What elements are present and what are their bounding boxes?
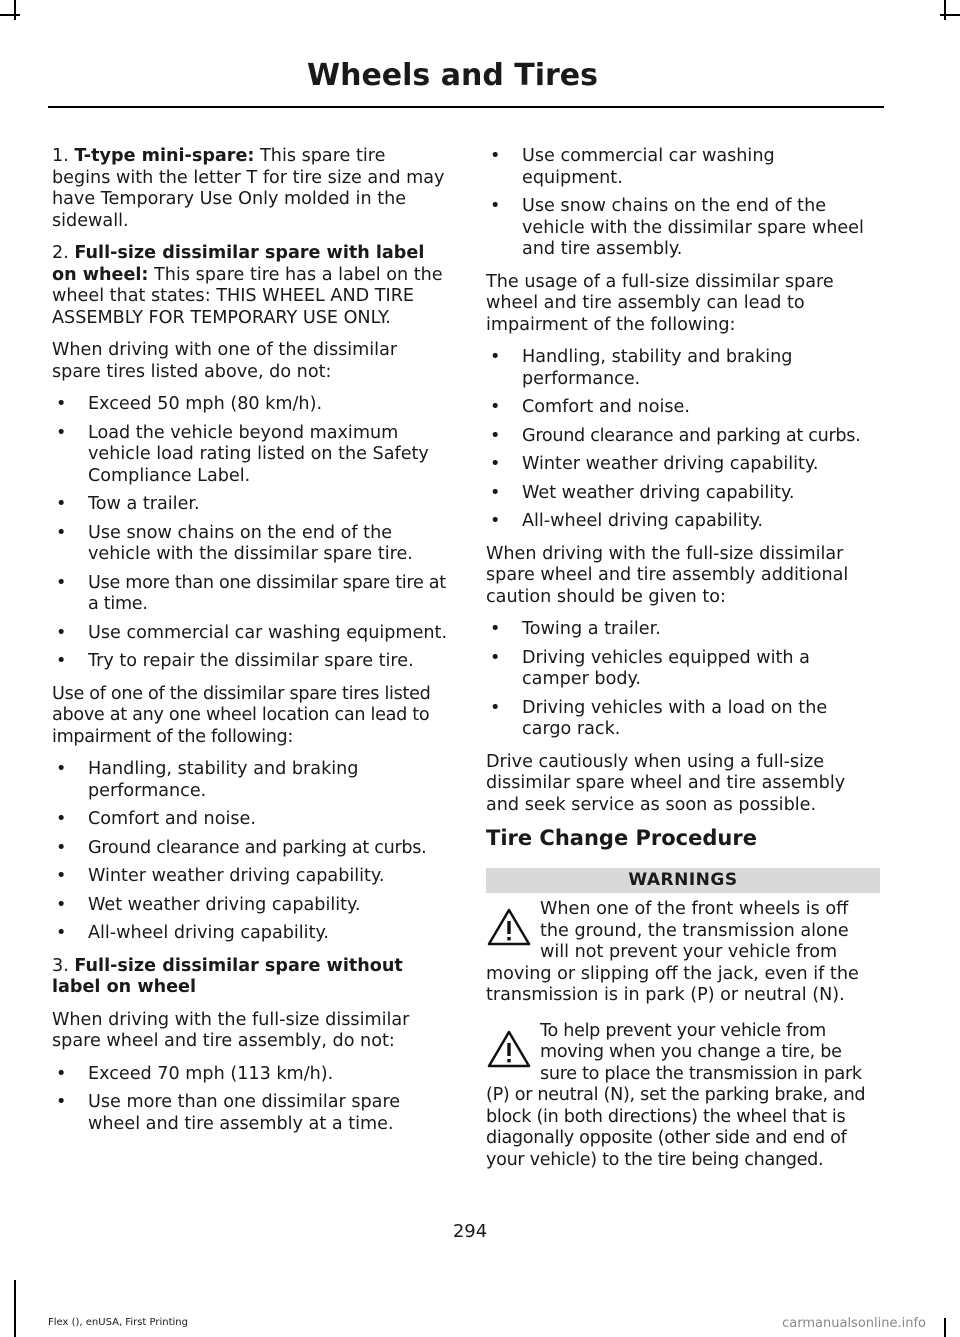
- bullet-list: [486, 347, 880, 533]
- list-item: • All-wheel driving capability.: [52, 923, 448, 945]
- paragraph: When driving with the full-size dissimilar spare wheel and tire assembly, do not:: [52, 1009, 410, 1051]
- warning-block: [486, 899, 880, 1007]
- list-item: • Exceed 70 mph (113 km/h).: [52, 1064, 448, 1086]
- list-item: • Ground clearance and parking at curbs.: [486, 426, 880, 448]
- crop-mark: [944, 1318, 946, 1337]
- paragraph: Use of one of the dissimilar spare tires listed above at any one wheel location can lead to impairment of the following:: [52, 683, 431, 747]
- warnings-header: WARNINGS: [486, 868, 880, 894]
- bullet-list: [52, 394, 448, 673]
- bullet-list: [486, 619, 880, 741]
- footer-text: Flex (), enUSA, First Printing: [48, 1317, 188, 1328]
- term-full-size-no-label: Full-size dissimilar spare without label on wheel: [52, 955, 403, 997]
- crop-mark: [944, 0, 946, 20]
- term-full-size-label: Full-size dissimilar spare with label on wheel:: [52, 243, 425, 285]
- warning-text: To help prevent your vehicle from moving when you change a tire, be sure to place the transmission in park (P) or neutral (N), set the parking brake, and block (in both directions) the wheel that is diagonally opposite (other side and end of your vehicle) to the tire being changed.: [486, 1020, 866, 1170]
- paragraph-t-type: [52, 146, 448, 232]
- list-item: • Comfort and noise.: [486, 397, 880, 419]
- section-heading: Tire Change Procedure: [486, 826, 757, 850]
- bullet-list: [52, 1064, 448, 1136]
- list-item: • Ground clearance and parking at curbs.: [52, 838, 448, 860]
- warning-triangle-icon: [486, 1029, 532, 1069]
- list-item: • All-wheel driving capability.: [486, 511, 880, 533]
- list-item: • Use snow chains on the end of the vehicle with the dissimilar spare wheel and tire assembly.: [486, 196, 880, 261]
- right-column: [486, 146, 880, 1185]
- term-t-type: T-type mini-spare:: [74, 146, 255, 166]
- list-item: • Try to repair the dissimilar spare tire.: [52, 651, 448, 673]
- watermark-link[interactable]: carmanualsonline.info: [782, 1316, 926, 1331]
- bullet-list: [52, 759, 448, 945]
- list-item: • Handling, stability and braking performance.: [486, 347, 880, 390]
- crop-mark: [14, 0, 16, 20]
- list-item: • Towing a trailer.: [486, 619, 880, 641]
- list-item: • Driving vehicles with a load on the cargo rack.: [486, 698, 880, 741]
- warning-triangle-icon: [486, 907, 532, 947]
- list-item: • Use commercial car washing equipment.: [52, 623, 448, 645]
- page-title: Wheels and Tires: [307, 58, 598, 93]
- paragraph-text: This spare tire has a label on the wheel that states: THIS WHEEL AND TIRE ASSEMBLY FOR TEMPORARY USE ONLY.: [52, 264, 443, 328]
- list-item: • Wet weather driving capability.: [52, 895, 448, 917]
- crop-mark: [14, 1280, 16, 1337]
- list-item: • Winter weather driving capability.: [486, 454, 880, 476]
- list-item: • Comfort and noise.: [52, 809, 448, 831]
- list-item: • Use more than one dissimilar spare tire at a time.: [52, 573, 448, 616]
- paragraph-full-size-label: [52, 243, 448, 329]
- list-item: • Exceed 50 mph (80 km/h).: [52, 394, 448, 416]
- crop-mark: [940, 14, 960, 16]
- warning-block: [486, 1021, 880, 1172]
- paragraph: When driving with the full-size dissimilar spare wheel and tire assembly additional caution should be given to:: [486, 543, 849, 607]
- list-item: • Wet weather driving capability.: [486, 483, 880, 505]
- paragraph: When driving with one of the dissimilar spare tires listed above, do not:: [52, 340, 398, 382]
- page-number: 294: [452, 1221, 488, 1242]
- paragraph-full-size-no-label: [52, 956, 448, 999]
- item-number: 2.: [52, 243, 69, 263]
- paragraph: The usage of a full-size dissimilar spare wheel and tire assembly can lead to impairment of the following:: [486, 271, 834, 335]
- crop-mark: [0, 14, 20, 16]
- list-item: • Load the vehicle beyond maximum vehicle load rating listed on the Safety Compliance Label.: [52, 423, 448, 488]
- list-item: • Handling, stability and braking performance.: [52, 759, 448, 802]
- list-item: • Use commercial car washing equipment.: [486, 146, 880, 189]
- paragraph: Drive cautiously when using a full-size dissimilar spare wheel and tire assembly and seek service as soon as possible.: [486, 751, 846, 815]
- left-column: [52, 146, 448, 1146]
- list-item: • Winter weather driving capability.: [52, 866, 448, 888]
- list-item: • Use snow chains on the end of the vehicle with the dissimilar spare tire.: [52, 523, 448, 566]
- item-number: 3.: [52, 955, 69, 976]
- bullet-list: [486, 146, 880, 261]
- warning-text: When one of the front wheels is off the ground, the transmission alone will not prevent your vehicle from moving or slipping off the jack, even if the transmission is in park (P) or neutral (N).: [486, 899, 859, 1005]
- list-item: • Tow a trailer.: [52, 494, 448, 516]
- paragraph-text: This spare tire begins with the letter T for tire size and may have Temporary Use Only molded in the sidewall.: [52, 146, 445, 231]
- list-item: • Use more than one dissimilar spare wheel and tire assembly at a time.: [52, 1092, 448, 1135]
- title-divider: [48, 106, 884, 108]
- list-item: • Driving vehicles equipped with a camper body.: [486, 648, 880, 691]
- item-number: 1.: [52, 146, 69, 166]
